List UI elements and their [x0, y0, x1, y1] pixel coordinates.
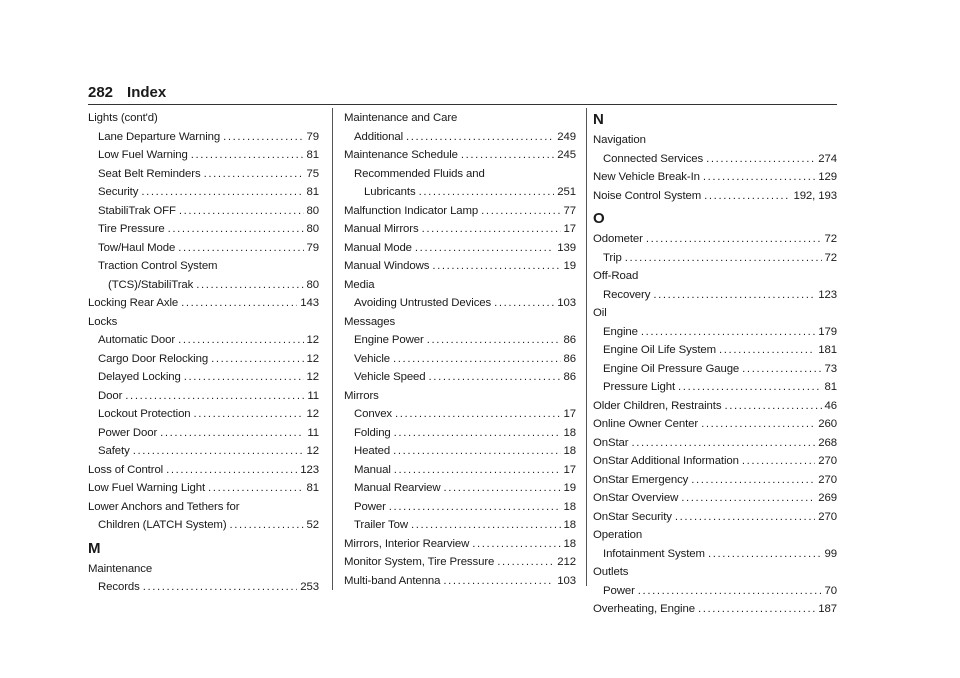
entry-page: 123 — [818, 288, 837, 301]
entry-page: 270 — [818, 455, 837, 467]
entry-page: 79 — [306, 130, 319, 143]
entry-label: Engine Power — [354, 334, 424, 346]
dot-leader — [395, 405, 560, 424]
index-entry[interactable] — [344, 331, 576, 350]
dot-leader — [178, 331, 303, 350]
index-entry[interactable] — [593, 600, 837, 619]
index-entry[interactable] — [593, 434, 837, 453]
dot-leader — [194, 405, 304, 424]
entry-page: 75 — [306, 167, 319, 180]
dot-leader — [625, 249, 822, 268]
entry-page: 139 — [557, 241, 576, 254]
index-entry[interactable] — [88, 424, 319, 443]
entry-page: 18 — [563, 500, 576, 513]
entry-page: 103 — [557, 297, 576, 309]
index-group-heading: Maintenance — [88, 562, 153, 575]
index-entry[interactable] — [88, 128, 319, 147]
dot-leader — [393, 442, 560, 461]
dot-leader — [704, 187, 790, 206]
entry-page: 99 — [824, 547, 837, 560]
dot-leader — [168, 220, 304, 239]
dot-leader — [742, 360, 821, 379]
entry-page: 80 — [306, 204, 319, 217]
index-group-heading: Locks — [88, 315, 118, 328]
entry-label: Avoiding Untrusted Devices — [354, 297, 492, 309]
dot-leader — [681, 489, 815, 508]
dot-leader — [678, 378, 821, 397]
entry-page: 18 — [563, 537, 576, 550]
index-entry[interactable] — [88, 479, 319, 498]
index-entry[interactable] — [593, 230, 837, 249]
section-letter: N — [593, 111, 604, 128]
page-header — [88, 84, 166, 101]
entry-page: 81 — [306, 186, 319, 198]
entry-page: 253 — [300, 581, 319, 593]
index-group-heading: Messages — [344, 315, 396, 328]
entry-page: 270 — [818, 510, 837, 523]
entry-label: Folding — [354, 426, 391, 439]
entry-page: 12 — [306, 445, 319, 457]
index-subgroup-heading: Recommended Fluids and — [354, 167, 485, 180]
dot-leader — [419, 183, 555, 202]
entry-page: 81 — [306, 482, 319, 494]
dot-leader — [160, 424, 304, 443]
dot-leader — [706, 150, 815, 169]
index-group-heading: Outlets — [593, 566, 629, 578]
dot-leader — [411, 516, 561, 535]
index-entry[interactable] — [344, 368, 576, 387]
entry-page: 251 — [557, 186, 576, 198]
index-entry[interactable] — [88, 220, 319, 239]
entry-page: 12 — [306, 408, 319, 420]
dot-leader — [415, 239, 554, 258]
dot-leader — [204, 165, 304, 184]
index-entry[interactable] — [88, 202, 319, 221]
entry-label: Cargo Door Relocking — [98, 352, 209, 365]
index-entry[interactable] — [344, 146, 576, 165]
entry-label: Records — [98, 581, 140, 593]
dot-leader — [703, 168, 815, 187]
entry-page: 19 — [563, 482, 576, 494]
dot-leader — [427, 331, 561, 350]
entry-page: 18 — [563, 445, 576, 457]
entry-label: Engine Oil Life System — [603, 344, 717, 356]
dot-leader — [698, 600, 815, 619]
entry-label: Power — [354, 500, 386, 513]
index-entry[interactable] — [593, 341, 837, 360]
dot-leader — [211, 350, 303, 369]
dot-leader — [133, 442, 304, 461]
entry-page: 80 — [306, 223, 319, 235]
entry-label: Tire Pressure — [98, 223, 165, 235]
dot-leader — [443, 572, 554, 591]
dot-leader — [208, 479, 303, 498]
entry-label: Power — [603, 584, 635, 597]
index-entry[interactable] — [344, 516, 576, 535]
entry-page: 18 — [563, 519, 576, 531]
index-entry[interactable] — [88, 276, 319, 295]
entry-label: Multi-band Antenna — [344, 574, 441, 587]
entry-page: 17 — [563, 223, 576, 235]
index-entry[interactable] — [88, 350, 319, 369]
index-entry[interactable] — [593, 582, 837, 601]
entry-page: 46 — [824, 399, 837, 412]
dot-leader — [429, 368, 561, 387]
entry-page: 81 — [824, 381, 837, 393]
dot-leader — [691, 471, 815, 490]
entry-label: Noise Control System — [593, 189, 702, 202]
section-letter: O — [593, 210, 605, 227]
dot-leader — [638, 582, 822, 601]
index-group-heading: Lower Anchors and Tethers for — [88, 500, 240, 513]
entry-page: 212 — [557, 556, 576, 568]
entry-page: 70 — [824, 584, 837, 597]
index-entry[interactable] — [344, 461, 576, 480]
header-rule — [88, 104, 837, 105]
entry-page: 19 — [563, 260, 576, 272]
index-group-heading: Maintenance and Care — [344, 112, 458, 124]
entry-label: Manual Rearview — [354, 482, 441, 494]
dot-leader — [653, 286, 815, 305]
dot-leader — [708, 545, 822, 564]
index-column-3 — [593, 109, 837, 619]
dot-leader — [497, 553, 554, 572]
index-entry[interactable] — [593, 323, 837, 342]
entry-label: Pressure Light — [603, 381, 676, 393]
index-group-heading: Oil — [593, 307, 607, 319]
index-entry[interactable] — [88, 461, 319, 480]
dot-leader — [494, 294, 554, 313]
index-entry[interactable] — [344, 128, 576, 147]
entry-page: 123 — [300, 463, 319, 476]
entry-label: Vehicle Speed — [354, 371, 426, 383]
index-entry[interactable] — [344, 442, 576, 461]
index-entry[interactable] — [593, 187, 837, 206]
entry-page: 11 — [307, 426, 319, 439]
entry-label: OnStar Emergency — [593, 473, 689, 486]
entry-page: 80 — [306, 278, 319, 291]
index-entry[interactable] — [88, 368, 319, 387]
index-entry[interactable] — [344, 239, 576, 258]
dot-leader — [223, 128, 303, 147]
entry-label: Connected Services — [603, 152, 704, 165]
section-letter: M — [88, 539, 101, 557]
dot-leader — [742, 452, 815, 471]
entry-page: 274 — [818, 152, 837, 165]
entry-page: 12 — [306, 352, 319, 365]
dot-leader — [184, 368, 304, 387]
page-title: Index — [127, 84, 167, 101]
entry-page: 143 — [300, 297, 319, 309]
dot-leader — [230, 516, 304, 535]
entry-page: 245 — [557, 149, 576, 161]
index-group-heading: Off-Road — [593, 270, 639, 282]
entry-label: Tow/Haul Mode — [98, 241, 176, 254]
index-entry[interactable] — [593, 397, 837, 416]
entry-label: Trailer Tow — [354, 519, 408, 531]
entry-label: Heated — [354, 445, 391, 457]
entry-label: Overheating, Engine — [593, 603, 695, 615]
entry-label: Seat Belt Reminders — [98, 167, 201, 180]
index-entry[interactable] — [593, 286, 837, 305]
dot-leader — [481, 202, 560, 221]
entry-label: Engine Oil Pressure Gauge — [603, 362, 740, 375]
dot-leader — [444, 479, 561, 498]
index-entry[interactable] — [88, 294, 319, 313]
entry-page: 12 — [306, 371, 319, 383]
index-entry[interactable] — [88, 516, 319, 535]
index-entry[interactable] — [88, 165, 319, 184]
index-group-heading: Lights (cont'd) — [88, 112, 158, 124]
entry-label: Power Door — [98, 426, 158, 439]
dot-leader — [179, 202, 304, 221]
index-column-2 — [344, 109, 576, 590]
entry-label: Manual Windows — [344, 260, 430, 272]
index-entry[interactable] — [593, 150, 837, 169]
dot-leader — [178, 239, 303, 258]
entry-label: Infotainment System — [603, 547, 705, 560]
index-entry[interactable] — [344, 424, 576, 443]
index-entry[interactable] — [593, 168, 837, 187]
dot-leader — [461, 146, 554, 165]
index-entry[interactable] — [344, 498, 576, 517]
entry-page: 79 — [306, 241, 319, 254]
entry-page: 103 — [557, 574, 576, 587]
dot-leader — [125, 387, 304, 406]
page-number: 282 — [88, 84, 114, 101]
entry-label: Older Children, Restraints — [593, 399, 722, 412]
dot-leader — [641, 323, 815, 342]
entry-label: Loss of Control — [88, 463, 164, 476]
index-entry[interactable] — [344, 479, 576, 498]
entry-label: Safety — [98, 445, 130, 457]
dot-leader — [166, 461, 297, 480]
entry-label: Vehicle — [354, 352, 391, 365]
index-entry[interactable] — [593, 545, 837, 564]
dot-leader — [406, 128, 554, 147]
entry-label: Online Owner Center — [593, 418, 699, 430]
index-entry[interactable] — [593, 452, 837, 471]
dot-leader — [196, 276, 303, 295]
entry-label: OnStar Additional Information — [593, 455, 739, 467]
entry-label: Convex — [354, 408, 393, 420]
index-column-1 — [88, 109, 319, 597]
entry-page: 73 — [824, 362, 837, 375]
dot-leader — [675, 508, 815, 527]
entry-label: Delayed Locking — [98, 371, 181, 383]
entry-page: 187 — [818, 603, 837, 615]
dot-leader — [432, 257, 560, 276]
dot-leader — [472, 535, 560, 554]
entry-label: Lane Departure Warning — [98, 130, 221, 143]
entry-label: Recovery — [603, 288, 651, 301]
entry-label: OnStar — [593, 436, 629, 449]
index-entry[interactable] — [593, 415, 837, 434]
entry-page: 270 — [818, 473, 837, 486]
index-entry[interactable] — [593, 508, 837, 527]
index-group-heading: Mirrors — [344, 389, 379, 402]
entry-label: Engine — [603, 325, 638, 338]
index-entry[interactable] — [88, 405, 319, 424]
entry-page: 249 — [557, 130, 576, 143]
entry-page: 72 — [824, 233, 837, 245]
entry-page: 86 — [563, 371, 576, 383]
entry-label: New Vehicle Break-In — [593, 171, 700, 183]
dot-leader — [141, 183, 303, 202]
index-entry[interactable] — [88, 387, 319, 406]
entry-page: 17 — [563, 463, 576, 476]
entry-page: 18 — [563, 426, 576, 439]
entry-label: (TCS)/StabiliTrak — [108, 278, 194, 291]
entry-page: 81 — [306, 149, 319, 161]
index-entry[interactable] — [344, 350, 576, 369]
entry-page: 179 — [818, 325, 837, 338]
entry-label: Maintenance Schedule — [344, 149, 458, 161]
entry-label: Low Fuel Warning — [98, 149, 188, 161]
dot-leader — [394, 424, 561, 443]
entry-label: Trip — [603, 251, 622, 264]
index-group-heading: Navigation — [593, 134, 646, 146]
entry-page: 72 — [824, 251, 837, 264]
dot-leader — [181, 294, 297, 313]
entry-label: Automatic Door — [98, 334, 176, 346]
entry-page: 86 — [563, 334, 576, 346]
dot-leader — [724, 397, 821, 416]
index-entry[interactable] — [88, 239, 319, 258]
entry-label: Locking Rear Axle — [88, 297, 179, 309]
dot-leader — [389, 498, 561, 517]
entry-label: Additional — [354, 130, 404, 143]
entry-page: 11 — [307, 389, 319, 402]
column-divider-1 — [332, 108, 333, 590]
dot-leader — [719, 341, 815, 360]
index-entry[interactable] — [593, 249, 837, 268]
entry-page: 77 — [563, 204, 576, 217]
index-entry[interactable] — [593, 360, 837, 379]
entry-page: 260 — [818, 418, 837, 430]
entry-label: Odometer — [593, 233, 643, 245]
dot-leader — [646, 230, 822, 249]
entry-page: 269 — [818, 492, 837, 504]
index-group-heading: Operation — [593, 529, 643, 541]
dot-leader — [422, 220, 561, 239]
column-divider-2 — [586, 108, 587, 586]
index-entry[interactable] — [344, 572, 576, 591]
entry-label: StabiliTrak OFF — [98, 204, 176, 217]
dot-leader — [632, 434, 816, 453]
entry-label: Door — [98, 389, 123, 402]
entry-page: 86 — [563, 352, 576, 365]
entry-page: 12 — [306, 334, 319, 346]
entry-label: Malfunction Indicator Lamp — [344, 204, 479, 217]
index-entry[interactable] — [344, 294, 576, 313]
index-entry[interactable] — [593, 378, 837, 397]
index-entry[interactable] — [88, 442, 319, 461]
entry-label: Manual Mirrors — [344, 223, 419, 235]
entry-page: 17 — [563, 408, 576, 420]
index-subgroup-heading: Traction Control System — [98, 260, 218, 272]
dot-leader — [191, 146, 304, 165]
index-entry[interactable] — [344, 535, 576, 554]
entry-label: Lockout Protection — [98, 408, 191, 420]
entry-page: 129 — [818, 171, 837, 183]
index-entry[interactable] — [88, 578, 319, 597]
entry-label: OnStar Security — [593, 510, 672, 523]
index-entry[interactable] — [344, 220, 576, 239]
entry-page: 52 — [306, 519, 319, 531]
dot-leader — [394, 461, 561, 480]
dot-leader — [701, 415, 815, 434]
index-entry[interactable] — [344, 257, 576, 276]
entry-label: Manual Mode — [344, 241, 412, 254]
index-entry[interactable] — [593, 489, 837, 508]
entry-page: 192, 193 — [793, 189, 837, 202]
index-entry[interactable] — [344, 202, 576, 221]
entry-label: Monitor System, Tire Pressure — [344, 556, 495, 568]
entry-page: 181 — [818, 344, 837, 356]
entry-label: Mirrors, Interior Rearview — [344, 537, 470, 550]
index-entry[interactable] — [88, 331, 319, 350]
entry-label: Manual — [354, 463, 391, 476]
index-entry[interactable] — [344, 405, 576, 424]
index-entry[interactable] — [593, 471, 837, 490]
entry-label: OnStar Overview — [593, 492, 679, 504]
index-group-heading: Media — [344, 278, 375, 291]
entry-label: Low Fuel Warning Light — [88, 482, 206, 494]
entry-label: Security — [98, 186, 139, 198]
entry-label: Children (LATCH System) — [98, 519, 227, 531]
dot-leader — [143, 578, 298, 597]
entry-page: 268 — [818, 436, 837, 449]
index-entry[interactable] — [344, 553, 576, 572]
index-entry[interactable] — [344, 183, 576, 202]
dot-leader — [393, 350, 560, 369]
entry-label: Lubricants — [364, 186, 416, 198]
index-entry[interactable] — [88, 146, 319, 165]
index-entry[interactable] — [88, 183, 319, 202]
